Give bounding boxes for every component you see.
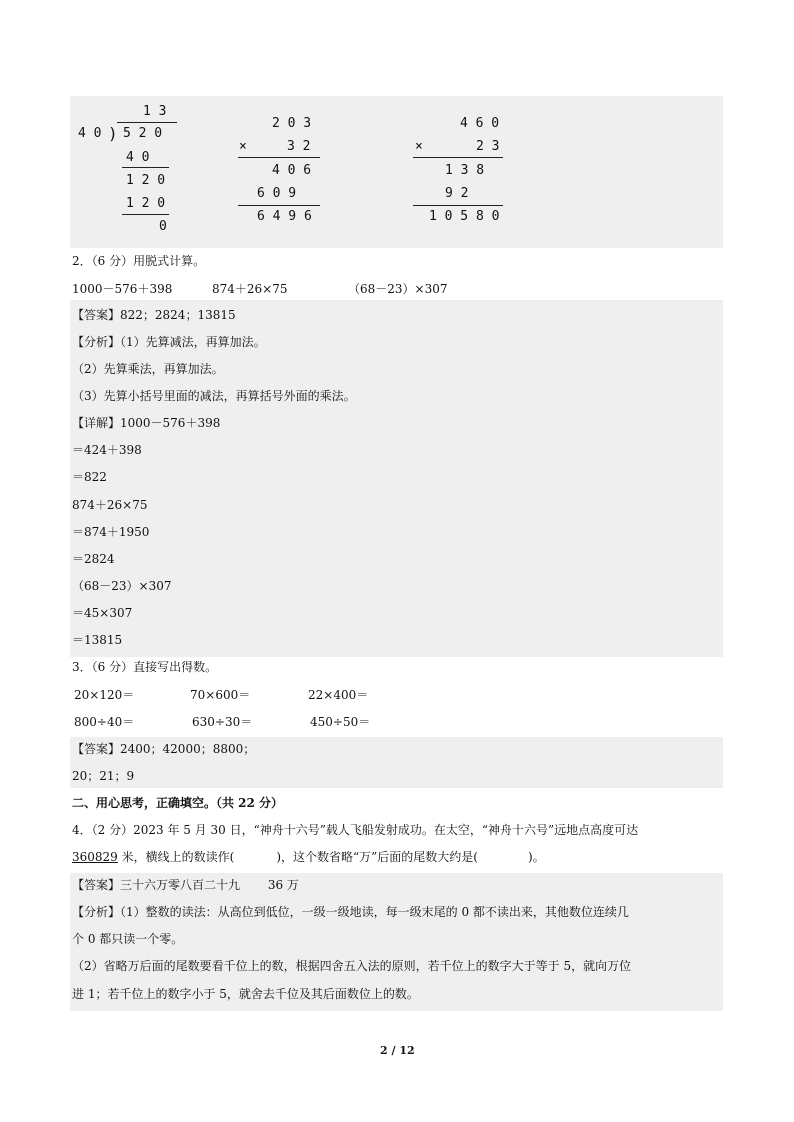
- m2-line2: [413, 205, 503, 206]
- q2-analysis-2: （2）先算乘法，再算加法。: [72, 362, 224, 376]
- m1-p2: 6 0 9: [257, 186, 297, 201]
- q4-text-2a: 米，横线上的数读作(: [121, 850, 235, 864]
- q3-title: 3．（6 分）直接写出得数。: [72, 660, 218, 674]
- div-step2: 1 2 0: [126, 173, 166, 188]
- q3-item-3: 22×400＝: [308, 688, 369, 702]
- q4-underlined-number: 360829: [72, 850, 118, 864]
- q3-item-2: 70×600＝: [190, 688, 251, 702]
- m1-line1: [238, 157, 320, 158]
- page-number: 2 / 12: [380, 1044, 415, 1057]
- q2-detail-2: ＝424＋398: [72, 443, 142, 457]
- q4-text-2: [72, 849, 545, 865]
- section-heading: 二、用心思考，正确填空。（共 22 分）: [72, 796, 284, 810]
- q2-answer: 【答案】822；2824；13815: [72, 308, 236, 322]
- m1-res: 6 4 9 6: [257, 209, 312, 224]
- m2-p1: 1 3 8: [445, 163, 485, 178]
- div-line2: [122, 214, 169, 215]
- q2-title: 2．（6 分）用脱式计算。: [72, 254, 206, 268]
- q2-expr-2: 874＋26×75: [212, 282, 288, 296]
- m1-a: 2 0 3: [272, 116, 312, 131]
- div-quotient: 1 3: [143, 104, 167, 119]
- q4-analysis-3: （2）省略万后面的尾数要看千位上的数，根据四舍五入法的原则，若千位上的数字大于等于 5，就向万位: [72, 959, 632, 973]
- q3-item-5: 630÷30＝: [192, 715, 253, 729]
- div-line1: [122, 167, 169, 168]
- m2-op: ×: [415, 139, 423, 154]
- m1-p1: 4 0 6: [272, 163, 312, 178]
- q2-detail-4: 874＋26×75: [72, 498, 148, 512]
- q2-detail-8: ＝45×307: [72, 606, 133, 620]
- q2-expr-3: （68－23）×307: [348, 282, 448, 296]
- div-dividend: 5 2 0: [123, 126, 163, 141]
- div-divisor: 4 0: [78, 126, 102, 141]
- q2-detail-6: ＝2824: [72, 552, 115, 566]
- q2-detail-7: （68－23）×307: [72, 579, 172, 593]
- q2-analysis-3: （3）先算小括号里面的减法，再算括号外面的乘法。: [72, 389, 356, 403]
- q2-detail-9: ＝13815: [72, 633, 123, 647]
- q4-analysis-4: 进 1；若千位上的数字小于 5，就舍去千位及其后面数位上的数。: [72, 987, 419, 1001]
- q4-answer: 【答案】三十六万零八百二十九 36 万: [72, 878, 299, 892]
- q4-text-2b: )，这个数省略“万”后面的尾数大约是(: [276, 850, 478, 864]
- q2-answer-shade: [70, 300, 723, 657]
- m2-a: 4 6 0: [460, 116, 500, 131]
- q3-item-6: 450÷50＝: [310, 715, 371, 729]
- m2-res: 1 0 5 8 0: [429, 209, 500, 224]
- q2-analysis-1: 【分析】（1）先算减法，再算加法。: [72, 335, 266, 349]
- q4-analysis-2: 个 0 都只读一个零。: [72, 932, 184, 946]
- q4-text-2c: )。: [527, 850, 545, 864]
- q2-detail-1: 【详解】1000－576＋398: [72, 416, 221, 430]
- q2-detail-5: ＝874＋1950: [72, 525, 150, 539]
- div-step3: 1 2 0: [126, 196, 166, 211]
- div-bracket: ): [108, 124, 118, 143]
- q3-item-1: 20×120＝: [74, 688, 135, 702]
- q2-detail-3: ＝822: [72, 470, 107, 484]
- m2-line1: [413, 157, 503, 158]
- q2-expr-1: 1000－576＋398: [72, 282, 173, 296]
- div-step1: 4 0: [126, 150, 150, 165]
- calc-shade: [70, 96, 723, 248]
- q4-text-1: 4．（2 分）2023 年 5 月 30 日，“神舟十六号”载人飞船发射成功。在太空，“神舟十六号”远地点高度可达: [72, 823, 639, 837]
- m1-op: ×: [239, 139, 247, 154]
- m2-p2: 9 2: [445, 186, 469, 201]
- m2-b: 2 3: [476, 139, 500, 154]
- q4-analysis-1: 【分析】（1）整数的读法：从高位到低位，一级一级地读，每一级末尾的 0 都不读出来，其他数位连续几: [72, 905, 629, 919]
- div-remainder: 0: [159, 219, 167, 234]
- div-bar: [117, 122, 177, 123]
- m1-line2: [238, 205, 320, 206]
- q3-answer-2: 20；21；9: [72, 769, 135, 783]
- q3-answer-1: 【答案】2400；42000；8800；: [72, 742, 256, 756]
- q3-item-4: 800÷40＝: [74, 715, 135, 729]
- m1-b: 3 2: [287, 139, 311, 154]
